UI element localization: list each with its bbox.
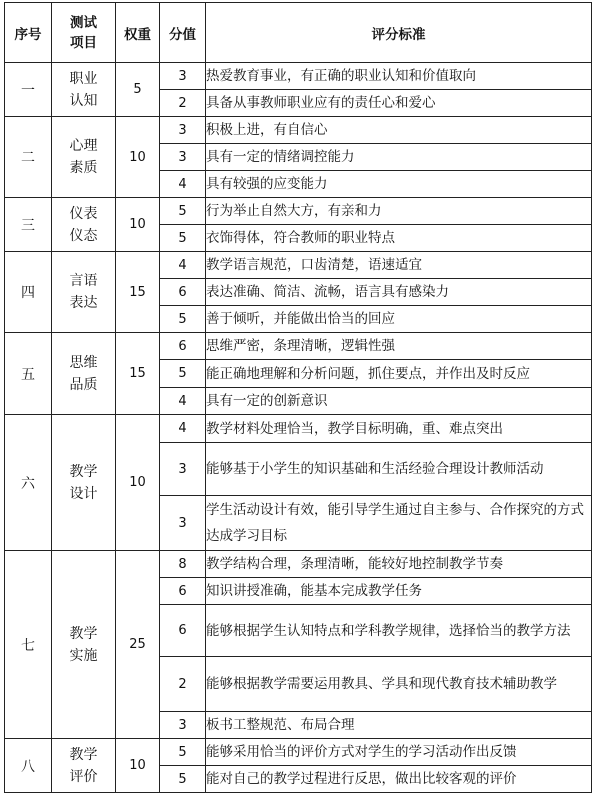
weight-cell: 25 xyxy=(116,551,160,739)
criteria-cell: 善于倾听，并能做出恰当的回应 xyxy=(206,306,592,333)
score-cell: 5 xyxy=(160,225,206,252)
score-cell: 4 xyxy=(160,388,206,415)
table-row xyxy=(5,63,592,90)
seq-cell: 六 xyxy=(5,415,52,551)
table-row xyxy=(5,551,592,578)
weight-cell: 10 xyxy=(116,198,160,252)
score-cell: 8 xyxy=(160,551,206,578)
seq-cell: 四 xyxy=(5,252,52,333)
criteria-cell: 思维严密，条理清晰，逻辑性强 xyxy=(206,333,592,360)
test-item-line: 素质 xyxy=(69,160,98,176)
score-cell: 3 xyxy=(160,712,206,739)
table-row xyxy=(5,198,592,225)
weight-cell: 10 xyxy=(116,117,160,198)
criteria-cell: 具有一定的情绪调控能力 xyxy=(206,144,592,171)
test-item-line: 评价 xyxy=(69,768,98,785)
table-row xyxy=(5,117,592,144)
criteria-cell: 教学材料处理恰当，教学目标明确，重、难点突出 xyxy=(206,415,592,443)
test-item-line: 表达 xyxy=(69,295,98,311)
criteria-cell: 能够基于小学生的知识基础和生活经验合理设计教师活动 xyxy=(206,443,592,496)
criteria-cell: 表达准确、简洁、流畅，语言具有感染力 xyxy=(206,279,592,306)
header-item-line1: 测试 xyxy=(70,14,97,31)
test-item-line: 心理 xyxy=(69,138,98,154)
test-item-line: 教学 xyxy=(69,625,98,642)
header-item xyxy=(52,3,116,63)
test-item-line: 认知 xyxy=(69,92,98,109)
rubric-table xyxy=(4,2,592,793)
header-row xyxy=(5,3,592,63)
criteria-cell: 知识讲授准确，能基本完成教学任务 xyxy=(206,578,592,605)
test-item-cell xyxy=(52,415,116,551)
score-cell: 6 xyxy=(160,605,206,657)
table-row xyxy=(5,252,592,279)
score-cell: 4 xyxy=(160,171,206,198)
test-item-line: 设计 xyxy=(69,485,98,502)
weight-cell: 10 xyxy=(116,415,160,551)
seq-cell: 三 xyxy=(5,198,52,252)
test-item-cell xyxy=(52,198,116,252)
weight-cell: 15 xyxy=(116,252,160,333)
score-cell: 5 xyxy=(160,198,206,225)
test-item-line: 仪态 xyxy=(69,227,98,244)
score-cell: 3 xyxy=(160,443,206,496)
table-row xyxy=(5,739,592,766)
score-cell: 5 xyxy=(160,360,206,388)
header-item-line2: 项目 xyxy=(70,34,97,51)
criteria-cell: 热爱教育事业，有正确的职业认知和价值取向 xyxy=(206,63,592,90)
test-item-line: 仪表 xyxy=(69,205,98,222)
score-cell: 5 xyxy=(160,739,206,766)
header-seq: 序号 xyxy=(5,3,52,63)
score-cell: 6 xyxy=(160,333,206,360)
header-score: 分值 xyxy=(160,3,206,63)
criteria-cell: 能够采用恰当的评价方式对学生的学习活动作出反馈 xyxy=(206,739,592,766)
score-cell: 3 xyxy=(160,144,206,171)
table-row xyxy=(5,415,592,443)
header-weight: 权重 xyxy=(116,3,160,63)
test-item-line: 思维 xyxy=(69,354,98,371)
score-cell: 6 xyxy=(160,578,206,605)
test-item-line: 实施 xyxy=(69,647,98,664)
weight-cell: 15 xyxy=(116,333,160,415)
test-item-cell xyxy=(52,252,116,333)
score-cell: 5 xyxy=(160,766,206,793)
weight-cell: 10 xyxy=(116,739,160,793)
criteria-cell: 教学语言规范，口齿清楚，语速适宜 xyxy=(206,252,592,279)
test-item-line: 教学 xyxy=(69,463,98,480)
weight-cell: 5 xyxy=(116,63,160,117)
criteria-cell: 具备从事教师职业应有的责任心和爱心 xyxy=(206,90,592,117)
score-cell: 3 xyxy=(160,496,206,551)
criteria-cell: 能正确地理解和分析问题，抓住要点，并作出及时反应 xyxy=(206,360,592,388)
seq-cell: 八 xyxy=(5,739,52,793)
test-item-line: 职业 xyxy=(69,70,98,87)
score-cell: 3 xyxy=(160,117,206,144)
score-cell: 4 xyxy=(160,415,206,443)
score-cell: 5 xyxy=(160,306,206,333)
criteria-cell: 行为举止自然大方，有亲和力 xyxy=(206,198,592,225)
test-item-cell xyxy=(52,333,116,415)
criteria-cell: 具有较强的应变能力 xyxy=(206,171,592,198)
test-item-cell xyxy=(52,551,116,739)
criteria-cell: 能够根据学生认知特点和学科教学规律，选择恰当的教学方法 xyxy=(206,605,592,657)
criteria-cell: 具有一定的创新意识 xyxy=(206,388,592,415)
criteria-cell: 能对自己的教学过程进行反思，做出比较客观的评价 xyxy=(206,766,592,793)
score-cell: 4 xyxy=(160,252,206,279)
test-item-line: 教学 xyxy=(69,746,98,763)
test-item-line: 言语 xyxy=(69,273,98,289)
seq-cell: 一 xyxy=(5,63,52,117)
test-item-cell xyxy=(52,739,116,793)
criteria-cell: 积极上进，有自信心 xyxy=(206,117,592,144)
seq-cell: 五 xyxy=(5,333,52,415)
criteria-cell: 学生活动设计有效，能引导学生通过自主参与、合作探究的方式达成学习目标 xyxy=(206,496,592,551)
criteria-cell: 板书工整规范、布局合理 xyxy=(206,712,592,739)
seq-cell: 七 xyxy=(5,551,52,739)
score-cell: 3 xyxy=(160,63,206,90)
table-row xyxy=(5,333,592,360)
score-cell: 2 xyxy=(160,657,206,712)
test-item-cell xyxy=(52,117,116,198)
header-criteria: 评分标准 xyxy=(206,3,592,63)
criteria-cell: 能够根据教学需要运用教具、学具和现代教育技术辅助教学 xyxy=(206,657,592,712)
rubric-body xyxy=(5,63,592,793)
criteria-cell: 教学结构合理，条理清晰，能较好地控制教学节奏 xyxy=(206,551,592,578)
criteria-cell: 衣饰得体，符合教师的职业特点 xyxy=(206,225,592,252)
test-item-cell xyxy=(52,63,116,117)
score-cell: 6 xyxy=(160,279,206,306)
test-item-line: 品质 xyxy=(69,376,98,393)
score-cell: 2 xyxy=(160,90,206,117)
seq-cell: 二 xyxy=(5,117,52,198)
